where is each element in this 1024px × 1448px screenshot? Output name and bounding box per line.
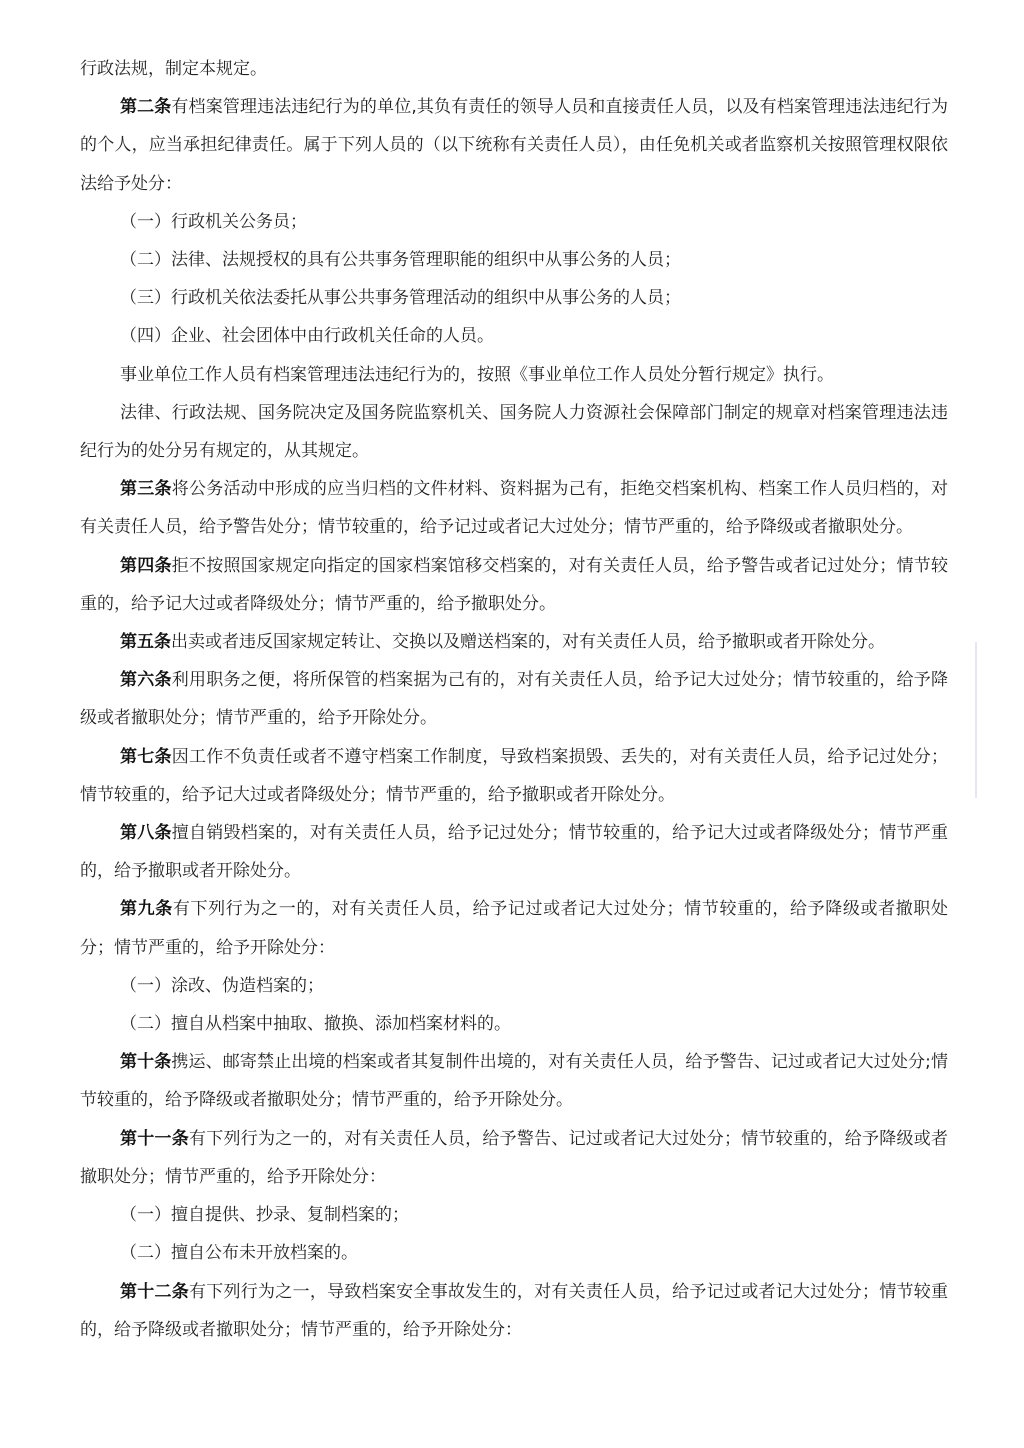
article-paragraph [80,1273,948,1349]
article-number: 第八条 [120,823,172,844]
list-item-text: （一）涂改、伪造档案的； [120,975,324,996]
article-paragraph [80,890,948,966]
list-item [80,241,948,279]
article-number: 第十二条 [120,1281,190,1302]
list-item-text: （四）企业、社会团体中由行政机关任命的人员。 [120,326,494,347]
article-number: 第十条 [120,1052,172,1073]
article-number: 第二条 [120,97,172,118]
list-item [80,1196,948,1234]
article-paragraph [80,738,948,814]
list-item [80,279,948,317]
paragraph-continuation [80,50,948,88]
article-text: 有下列行为之一的，对有关责任人员，给予警告、记过或者记大过处分；情节较重的，给予降级或者撤职处分；情节严重的，给予开除处分： [80,1128,949,1187]
list-item-text: （一）擅自提供、抄录、复制档案的； [120,1205,409,1226]
paragraph-text: 法律、行政法规、国务院决定及国务院监察机关、国务院人力资源社会保障部门制定的规章对档案管理违法违纪行为的处分另有规定的，从其规定。 [80,402,948,462]
paragraph-text: 行政法规，制定本规定。 [80,59,267,79]
article-number: 第五条 [120,632,171,653]
article-text: 有下列行为之一的，对有关责任人员，给予记过或者记大过处分；情节较重的，给予降级或者撤职处分；情节严重的，给予开除处分： [80,899,949,958]
article-number: 第六条 [120,670,172,691]
article-text: 将公务活动中形成的应当归档的文件材料、资料据为己有，拒绝交档案机构、档案工作人员归档的，对有关责任人员，给予警告处分；情节较重的，给予记过或者记大过处分；情节严重的，给予降级或者撤职处分。 [80,479,949,538]
list-item [80,317,948,355]
article-paragraph [80,814,948,890]
plain-paragraph [80,394,948,470]
article-text: 出卖或者违反国家规定转让、交换以及赠送档案的，对有关责任人员，给予撤职或者开除处分。 [171,632,885,653]
article-number: 第十一条 [120,1128,190,1149]
list-item-text: （二）法律、法规授权的具有公共事务管理职能的组织中从事公务的人员； [120,250,681,271]
list-item-text: （三）行政机关依法委托从事公共事务管理活动的组织中从事公务的人员； [120,288,681,309]
list-item-text: （二）擅自公布未开放档案的。 [120,1243,358,1264]
paragraph-text: 事业单位工作人员有档案管理违法违纪行为的，按照《事业单位工作人员处分暂行规定》执行。 [120,364,834,385]
article-text: 利用职务之便，将所保管的档案据为己有的，对有关责任人员，给予记大过处分；情节较重的，给予降级或者撤职处分；情节严重的，给予开除处分。 [80,670,949,729]
list-item [80,203,948,241]
article-paragraph [80,661,948,737]
article-number: 第四条 [120,555,172,576]
article-number: 第九条 [120,899,173,920]
article-paragraph [80,1043,948,1119]
article-text: 因工作不负责任或者不遵守档案工作制度，导致档案损毁、丢失的，对有关责任人员，给予记过处分；情节较重的，给予记大过或者降级处分；情节严重的，给予撤职或者开除处分。 [80,746,949,805]
article-text: 拒不按照国家规定向指定的国家档案馆移交档案的，对有关责任人员，给予警告或者记过处分；情节较重的，给予记大过或者降级处分；情节严重的，给予撤职处分。 [80,555,949,614]
article-paragraph [80,88,948,203]
article-paragraph [80,623,948,661]
article-text: 有下列行为之一，导致档案安全事故发生的，对有关责任人员，给予记过或者记大过处分；情节较重的，给予降级或者撤职处分；情节严重的，给予开除处分： [80,1281,949,1340]
list-item-text: （二）擅自从档案中抽取、撤换、添加档案材料的。 [120,1014,511,1035]
article-number: 第三条 [120,479,172,500]
article-text: 有档案管理违法违纪行为的单位,其负有责任的领导人员和直接责任人员，以及有档案管理违法违纪行为的个人，应当承担纪律责任。属于下列人员的（以下统称有关责任人员），由任免机关或者监察机关按照管理权限依法给予处分： [80,97,949,194]
list-item [80,967,948,1005]
article-paragraph [80,470,948,546]
page-edge-fade [928,597,976,627]
article-text: 擅自销毁档案的，对有关责任人员，给予记过处分；情节较重的，给予记大过或者降级处分；情节严重的，给予撤职或者开除处分。 [80,823,949,882]
article-paragraph [80,1120,948,1196]
plain-paragraph [80,356,948,394]
list-item-text: （一）行政机关公务员； [120,211,307,232]
page-edge-line [975,642,977,798]
article-number: 第七条 [120,746,172,767]
article-paragraph [80,547,948,623]
document-body [80,50,948,1349]
list-item [80,1005,948,1043]
article-text: 携运、邮寄禁止出境的档案或者其复制件出境的，对有关责任人员，给予警告、记过或者记大过处分;情节较重的，给予降级或者撤职处分；情节严重的，给予开除处分。 [80,1052,949,1111]
list-item [80,1234,948,1272]
